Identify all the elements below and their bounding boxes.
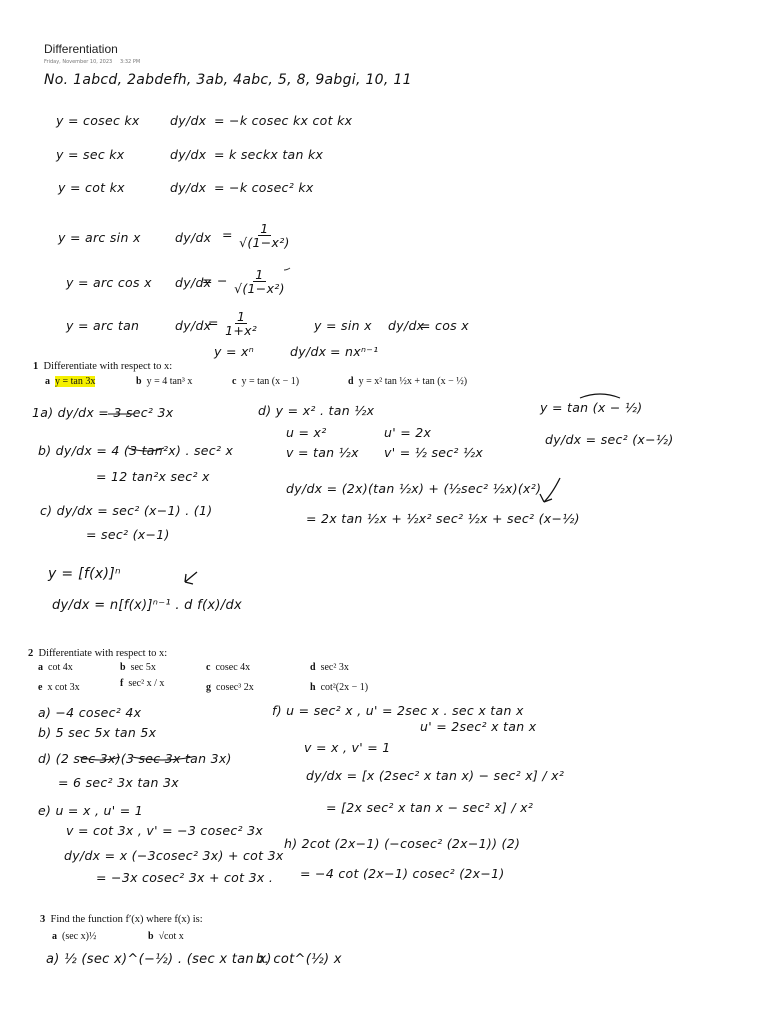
- q1-item-d: d y = x² tan ½x + tan (x − ½): [348, 376, 468, 387]
- q1-number: 1: [33, 361, 39, 372]
- q1-c-work-2: = sec² (x−1): [86, 527, 170, 542]
- power-rule-d: dy/dx: [290, 344, 327, 359]
- q1-a-work: 1a) dy/dx = 3 sec² 3x: [32, 405, 174, 420]
- q1-b-work-1: b) dy/dx = 4 (3 tan²x) . sec² x: [38, 443, 234, 458]
- q1-d-product: dy/dx = (2x)(tan ½x) + (½sec² ½x)(x²): [286, 481, 542, 496]
- q2-f-work-1b: u' = 2sec² x tan x: [420, 719, 537, 734]
- formula-arcsin-rhs: = $\frac{1}{\text{√(1−x²)}}$: [222, 221, 290, 251]
- formula-cot-rhs: = −k cosec² kx: [214, 180, 314, 195]
- sin-rule-lhs: y = sin x: [314, 318, 372, 333]
- q2-item-g: g cosec³ 2x: [206, 682, 254, 693]
- formula-cosec-d: dy/dx: [170, 113, 207, 128]
- q2-item-f: f sec² x / x: [120, 678, 165, 689]
- formula-arctan-num: 1: [236, 309, 246, 324]
- formula-arcsin-num: 1: [260, 221, 269, 236]
- formula-arcsin-lhs: y = arc sin x: [58, 230, 141, 245]
- q2-heading-text: Differentiate with respect to x:: [38, 648, 168, 659]
- chain-rule-d: dy/dx = n[f(x)]ⁿ⁻¹ . d f(x)/dx: [52, 598, 243, 613]
- q1-heading: [33, 361, 172, 372]
- q1-heading-text: Differentiate with respect to x:: [43, 361, 173, 372]
- q2-item-d: d sec² 3x: [310, 662, 349, 673]
- arrow-head: [540, 494, 552, 502]
- q2-heading: [28, 648, 167, 659]
- q2-item-b: b sec 5x: [120, 662, 156, 673]
- q2-item-c: c cosec 4x: [206, 662, 251, 673]
- page-title: Differentiation: [44, 42, 118, 56]
- q1-d-dv: v' = ½ sec² ½x: [384, 445, 484, 460]
- formula-arctan-den: 1+x²: [225, 323, 258, 339]
- chain-rule-y: y = [f(x)]ⁿ: [48, 566, 121, 582]
- q3-item-a: a (sec x)½: [52, 931, 97, 942]
- page-time: 3:32 PM: [120, 59, 141, 65]
- formula-arcsin-d: dy/dx: [175, 230, 212, 245]
- formula-arctan-lhs: y = arc tan: [66, 318, 140, 333]
- q2-item-e: e x cot 3x: [38, 682, 80, 693]
- q1-d-result: = 2x tan ½x + ½x² sec² ½x + sec² (x−½): [306, 511, 580, 526]
- q3-heading-text: Find the function f′(x) where f(x) is:: [50, 914, 203, 925]
- page-date: Friday, November 10, 2023: [44, 59, 113, 65]
- formula-arccos-d: dy/dx: [175, 275, 212, 290]
- q3-b-work: b. cot^(½) x: [256, 952, 342, 967]
- q2-d-work-1: d) (2 sec 3x)(3 sec 3x tan 3x): [38, 751, 232, 766]
- q2-a-work: a) −4 cosec² 4x: [38, 705, 142, 720]
- formula-sec-rhs: = k seckx tan kx: [214, 147, 324, 162]
- q1-item-c: c y = tan (x − 1): [232, 376, 300, 387]
- formula-arccos-num: 1: [255, 267, 264, 282]
- q3-heading: [40, 914, 203, 925]
- formula-cosec-lhs: y = cosec kx: [56, 113, 140, 128]
- formula-cot-d: dy/dx: [170, 180, 207, 195]
- q2-item-h: h cot²(2x − 1): [310, 682, 369, 693]
- q2-f-work-1: f) u = sec² x , u' = 2sec x . sec x tan x: [272, 703, 524, 718]
- arrow-small: [185, 572, 197, 584]
- q2-e-work-2: v = cot 3x , v' = −3 cosec² 3x: [66, 823, 264, 838]
- brace-over-inner: [580, 394, 620, 398]
- formula-cosec-rhs: = −k cosec kx cot kx: [214, 113, 353, 128]
- q1-b-work-2: = 12 tan²x sec² x: [96, 469, 210, 484]
- assigned-numbers: No. 1abcd, 2abdefh, 3ab, 4abc, 5, 8, 9abgi, 10, 11: [44, 72, 412, 88]
- q2-f-work-4: = [2x sec² x tan x − sec² x] / x²: [326, 800, 534, 815]
- formula-arcsin-den: √(1−x²): [239, 235, 290, 251]
- q1-d-given: d) y = x² . tan ½x: [258, 403, 375, 418]
- q3-item-b: b √cot x: [148, 931, 184, 942]
- formula-arccos-lhs: y = arc cos x: [66, 275, 152, 290]
- q2-h-work-2: = −4 cot (2x−1) cosec² (2x−1): [300, 866, 505, 881]
- q2-number: 2: [28, 648, 34, 659]
- sin-rule-d: dy/dx: [388, 318, 425, 333]
- q2-f-work-3: dy/dx = [x (2sec² x tan x) − sec² x] / x²: [306, 768, 565, 783]
- formula-sec-lhs: y = sec kx: [56, 147, 125, 162]
- q3-a-work: a) ½ (sec x)^(−½) . (sec x tan x): [46, 952, 272, 967]
- q2-d-work-2: = 6 sec² 3x tan 3x: [58, 775, 179, 790]
- q2-b-work: b) 5 sec 5x tan 5x: [38, 725, 157, 740]
- q1-c-work-1: c) dy/dx = sec² (x−1) . (1): [40, 503, 213, 518]
- formula-cot-lhs: y = cot kx: [58, 180, 125, 195]
- formula-arccos-den: √(1−x²): [234, 281, 285, 297]
- q1-item-a: a y = tan 3x: [45, 376, 96, 387]
- q1-side-y: y = tan (x − ½): [540, 400, 643, 415]
- q2-e-work-4: = −3x cosec² 3x + cot 3x .: [96, 870, 274, 885]
- q2-h-work-1: h) 2cot (2x−1) (−cosec² (2x−1)) (2): [284, 836, 521, 851]
- sin-rule-rhs: = cos x: [420, 318, 469, 333]
- q1-d-u: u = x²: [286, 425, 327, 440]
- q3-number: 3: [40, 914, 46, 925]
- power-rule-rhs: = nxⁿ⁻¹: [330, 344, 379, 359]
- q2-e-work-1: e) u = x , u' = 1: [38, 803, 144, 818]
- q2-e-work-3: dy/dx = x (−3cosec² 3x) + cot 3x: [64, 848, 284, 863]
- q1-side-dy: dy/dx = sec² (x−½): [545, 432, 674, 447]
- q2-f-work-2: v = x , v' = 1: [304, 740, 391, 755]
- q2-item-a: a cot 4x: [38, 662, 73, 673]
- formula-arctan-rhs: = $\frac{1}{\text{1+x²}}$: [208, 309, 258, 339]
- formula-arccos-rhs: = − $\frac{1}{\text{√(1−x²)}}$: [202, 267, 285, 297]
- q1-item-b: b y = 4 tan³ x: [136, 376, 193, 387]
- power-rule-lhs: y = xⁿ: [214, 344, 255, 359]
- arrow-curve: [544, 478, 560, 502]
- formula-sec-d: dy/dx: [170, 147, 207, 162]
- q1-d-v: v = tan ½x: [286, 445, 359, 460]
- formula-arctan-d: dy/dx: [175, 318, 212, 333]
- q1-d-du: u' = 2x: [384, 425, 432, 440]
